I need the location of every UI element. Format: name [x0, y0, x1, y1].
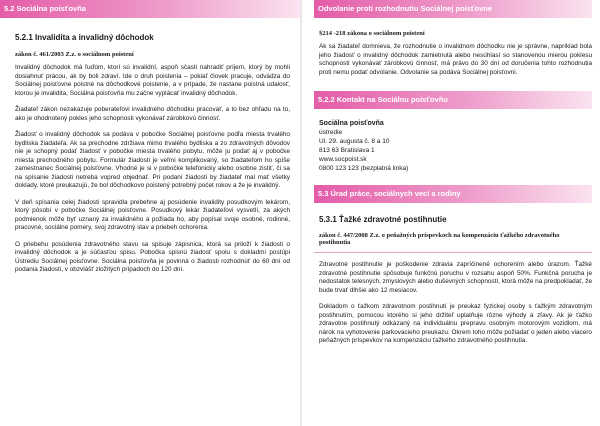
paragraph-card: Dokladom o ťažkom zdravotnom postihnutí je preukaz fyzickej osoby s ťažkým zdravotným postihnutím, pomocou ktorého si jeho držiteľ uplatňuje rôzne výhody a zľavy. Ak je ťažko zdravotne postihnutý odkázaný na individuálnu prepravu osobným motorovým vozidlom, má nárok na vyhotovenie parkovacieho preukazu. Okrem toho môže požiadať o jeden alebo viacero peňažných príspevkov na kompenzáciu ťažkého zdravotného postihnutia. [319, 303, 592, 344]
contact-city: 813 63 Bratislava 1 [319, 147, 375, 154]
law-reference-disability: zákon č. 447/2008 Z.z. o peňažných príspevkoch na kompenzáciu ťažkého zdravotného postihnutia [319, 232, 560, 246]
right-column [302, 0, 600, 426]
contact-block [319, 119, 592, 173]
section-bar-labour-office: 5.3 Úrad práce, sociálnych vecí a rodiny [314, 185, 592, 203]
divider-line [314, 252, 592, 253]
contact-street: Ul. 29. augusta č. 8 a 10 [319, 138, 390, 145]
section-bar-appeal: Odvolanie proti rozhodnutiu Sociálnej poisťovne [314, 0, 592, 18]
contact-web-link[interactable]: www.socpoist.sk [319, 156, 367, 163]
paragraph: Invalidný dôchodok má ľuďom, ktorí sú invalidní, aspoň sčasti nahradiť príjem, ktorý by mohli dosiahnuť prácou, ak by boli zdraví. Ide o druh poistenia – pokiaľ človek pracuje, odvádza do Sociálnej poisťovne poistné na dôchodkové poistenie, a v prípade, že nastane poistná udalosť, ktorou je invalidita, Sociálna poisťovňa mu začne vyplácať invalidný dôchodok. [15, 64, 290, 97]
contact-name: Sociálna poisťovňa [319, 120, 384, 127]
paragraph: Žiadosť o invalidný dôchodok sa podáva v pobočke Sociálnej poisťovne podľa miesta trvalého bydliska žiadateľa. Ak sa prechodne zdržiava mimo trvalého bydliska a zo zdravotných dôvodov nie je schopný podať žiadosť v pobočke miesta trvalého pobytu, môže ju podať aj v pobočke miesta prechodného pobytu. Formulár žiadosti je veľmi komplikovaný, so žiadateľom ho spíše zamestnanec Sociálnej poisťovne. Vhodné je si v pobočke telefonicky alebo osobne zistiť, či sa na spísanie žiadosti netreba vopred objednať. Pri podaní žiadosti by žiadateľ mal mať všetky doklady, ktoré preukazujú, že bol dôchodkovo poistený potrebný počet rokov a že je invalidný. [15, 131, 290, 189]
paragraph: O priebehu posúdenia zdravotného stavu sa spisuje zápisnica, ktorá sa priloží k žiadosti o invalidný dôchodok a je súčasťou spisu. Pobočka spisnú žiadosť spolu s dokladmi postúpi Ústrediu Sociálnej poisťovne. Sociálna poisťovňa je povinná o žiadosti rozhodnúť do 60 dní od podania žiadosti, v obzvlášť zložitých prípadoch do 120 dní. [15, 240, 290, 273]
paragraph-disability: Zdravotné postihnutie je poškodenie zdravia zapríčinené ochorením alebo úrazom. Ťažké zdravotné postihnutie spôsobuje funkčnú poruchu v rozsahu aspoň 50%. Funkčná porucha je nedostatok telesných, zmyslových alebo duševných schopností, ktorá môže na predpokladať, že bude trvať dlhšie ako 12 mesiacov. [319, 261, 592, 294]
contact-dept: ústredie [319, 129, 343, 136]
law-reference-appeal: §214 -218 zákona o sociálnom poistení [319, 30, 425, 37]
heading-invalidity: 5.2.1 Invalidita a invalidný dôchodok [15, 33, 154, 42]
contact-phone: 0800 123 123 (bezplatná linka) [319, 165, 409, 172]
section-bar-contact: 5.2.2 Kontakt na Sociálnu poisťovňu [314, 91, 592, 109]
heading-disability: 5.3.1 Ťažké zdravotné postihnutie [319, 215, 447, 224]
paragraph: Žiadateľ zákon nezakazuje poberateľovi invalidného dôchodku pracovať, a to bez ohľadu na to, ako je ohodnotený pokles jeho schopnosti vykonávať zárobkovú činnosť. [15, 106, 290, 122]
law-reference: zákon č. 461/2003 Z.z. o sociálnom poistení [15, 51, 134, 58]
section-bar-social-insurance: 5.2 Sociálna poisťovňa [0, 0, 300, 18]
paragraph-appeal: Ak sa žiadateľ domnieva, že rozhodnutie o invalidnom dôchodku nie je správne, napríklad bola jeho žiadosť o invalidný dôchodok zamietnutá alebo nesúhlasí so stanovenou mierou poklesu schopnosti vykonávať zárobkovú činnosť, má právo do 30 dní od doručenia tohto rozhodnutia proti nemu podať odvolanie. Odvolanie sa podáva Sociálnej poisťovni. [319, 43, 592, 76]
paragraph: V deň spísania celej žiadosti spravidla prebehne aj posúdenie invalidity posudkovým lekárom, ktorý pôsobí v pobočke Sociálnej poisťovne. Posudkový lekár žiadateľovi vysvetlí, za akých podmienok môže byť uznaný za invalidného a požiada ho, aby popísal svoje osobné, rodinné, pracovné, sociálne pomery, svoj zdravotný stav a priebeh ochorenia. [15, 198, 290, 231]
